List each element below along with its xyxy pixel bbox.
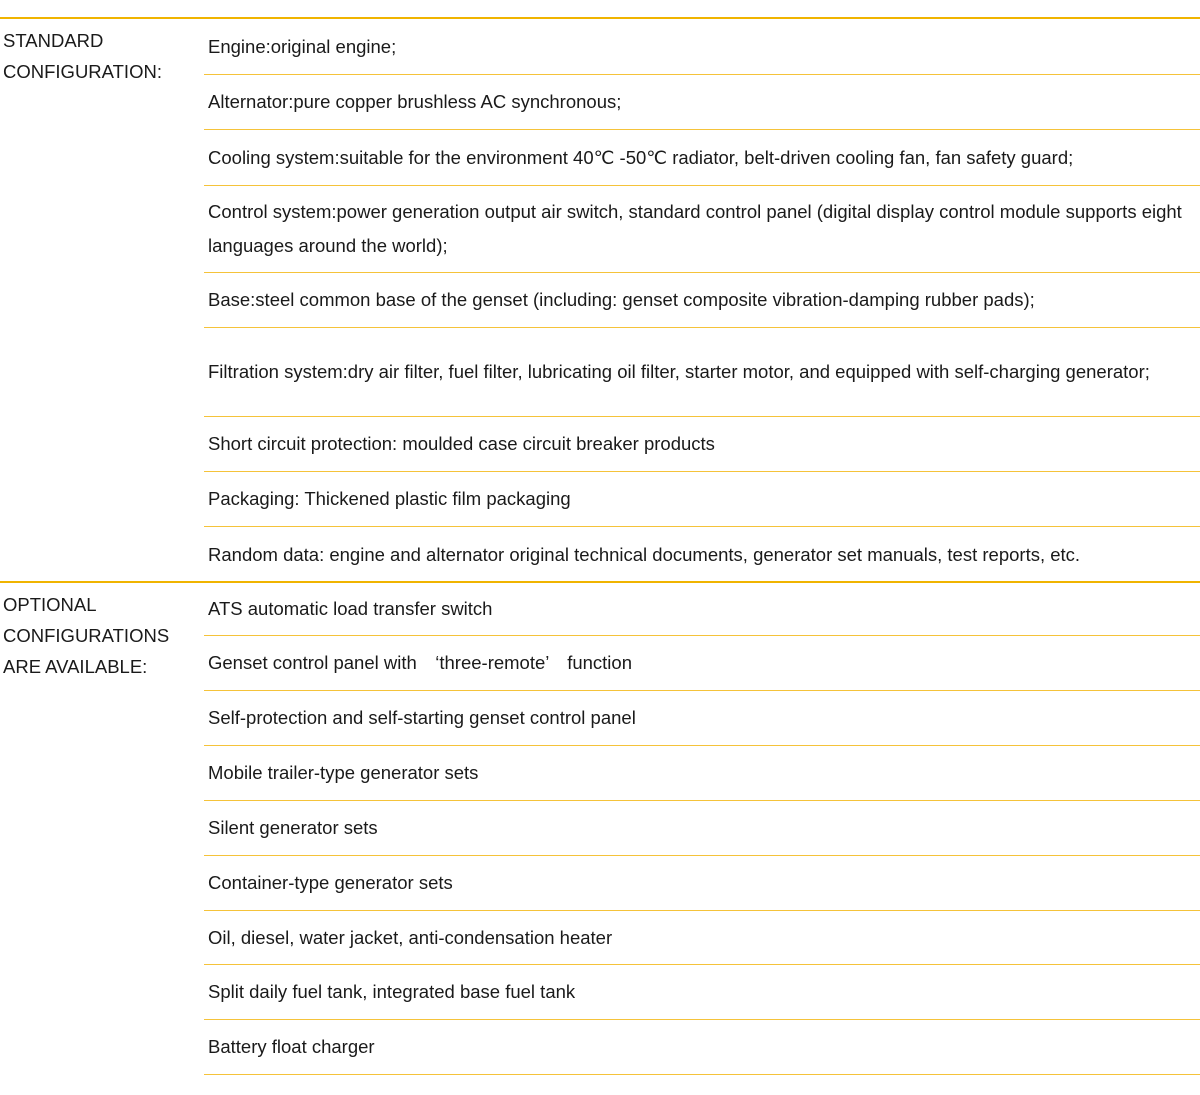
list-item: Split daily fuel tank, integrated base fuel tank: [204, 965, 1200, 1020]
list-item: Random data: engine and alternator original technical documents, generator set manuals, test reports, etc.: [208, 543, 1081, 565]
list-item: Container-type generator sets: [204, 856, 1200, 911]
list-item: Self-protection and self-starting genset control panel: [204, 691, 1200, 746]
list-item: Oil, diesel, water jacket, anti-condensation heater: [204, 911, 1200, 965]
list-item: Cooling system:suitable for the environment 40℃ -50℃ radiator, belt-driven cooling fan, fan safety guard;: [204, 130, 1200, 186]
standard-configuration-section: [0, 17, 1200, 584]
list-item: Alternator:pure copper brushless AC synchronous;: [204, 75, 1200, 130]
label-line: OPTIONAL: [3, 594, 97, 615]
list-item: Battery float charger: [204, 1020, 1200, 1075]
list-item: Base:steel common base of the genset (including: genset composite vibration-damping rubber pads);: [204, 273, 1200, 328]
list-item: Control system:power generation output air switch, standard control panel (digital display control module supports eight languages around the world);: [204, 186, 1200, 273]
list-item: ATS automatic load transfer switch: [204, 583, 1200, 636]
section-label: [3, 589, 193, 682]
list-item: Mobile trailer-type generator sets: [204, 746, 1200, 801]
label-line: CONFIGURATION:: [3, 61, 162, 82]
list-item: Genset control panel with ‘three-remote’ function: [204, 636, 1200, 691]
config-list: [204, 583, 1200, 1075]
list-item: Packaging: Thickened plastic film packaging: [204, 472, 1200, 527]
list-item: Short circuit protection: moulded case circuit breaker products: [204, 417, 1200, 472]
list-item: Engine:original engine;: [204, 19, 1200, 75]
list-item: Filtration system:dry air filter, fuel filter, lubricating oil filter, starter motor, and equipped with self-charging generator;: [204, 328, 1200, 417]
label-line: ARE AVAILABLE:: [3, 656, 148, 677]
label-line: STANDARD: [3, 30, 104, 51]
section-label: [3, 25, 193, 87]
label-line: CONFIGURATIONS: [3, 625, 170, 646]
list-item: Silent generator sets: [204, 801, 1200, 856]
config-list: [204, 19, 1200, 582]
optional-configurations-section: [0, 581, 1200, 1078]
